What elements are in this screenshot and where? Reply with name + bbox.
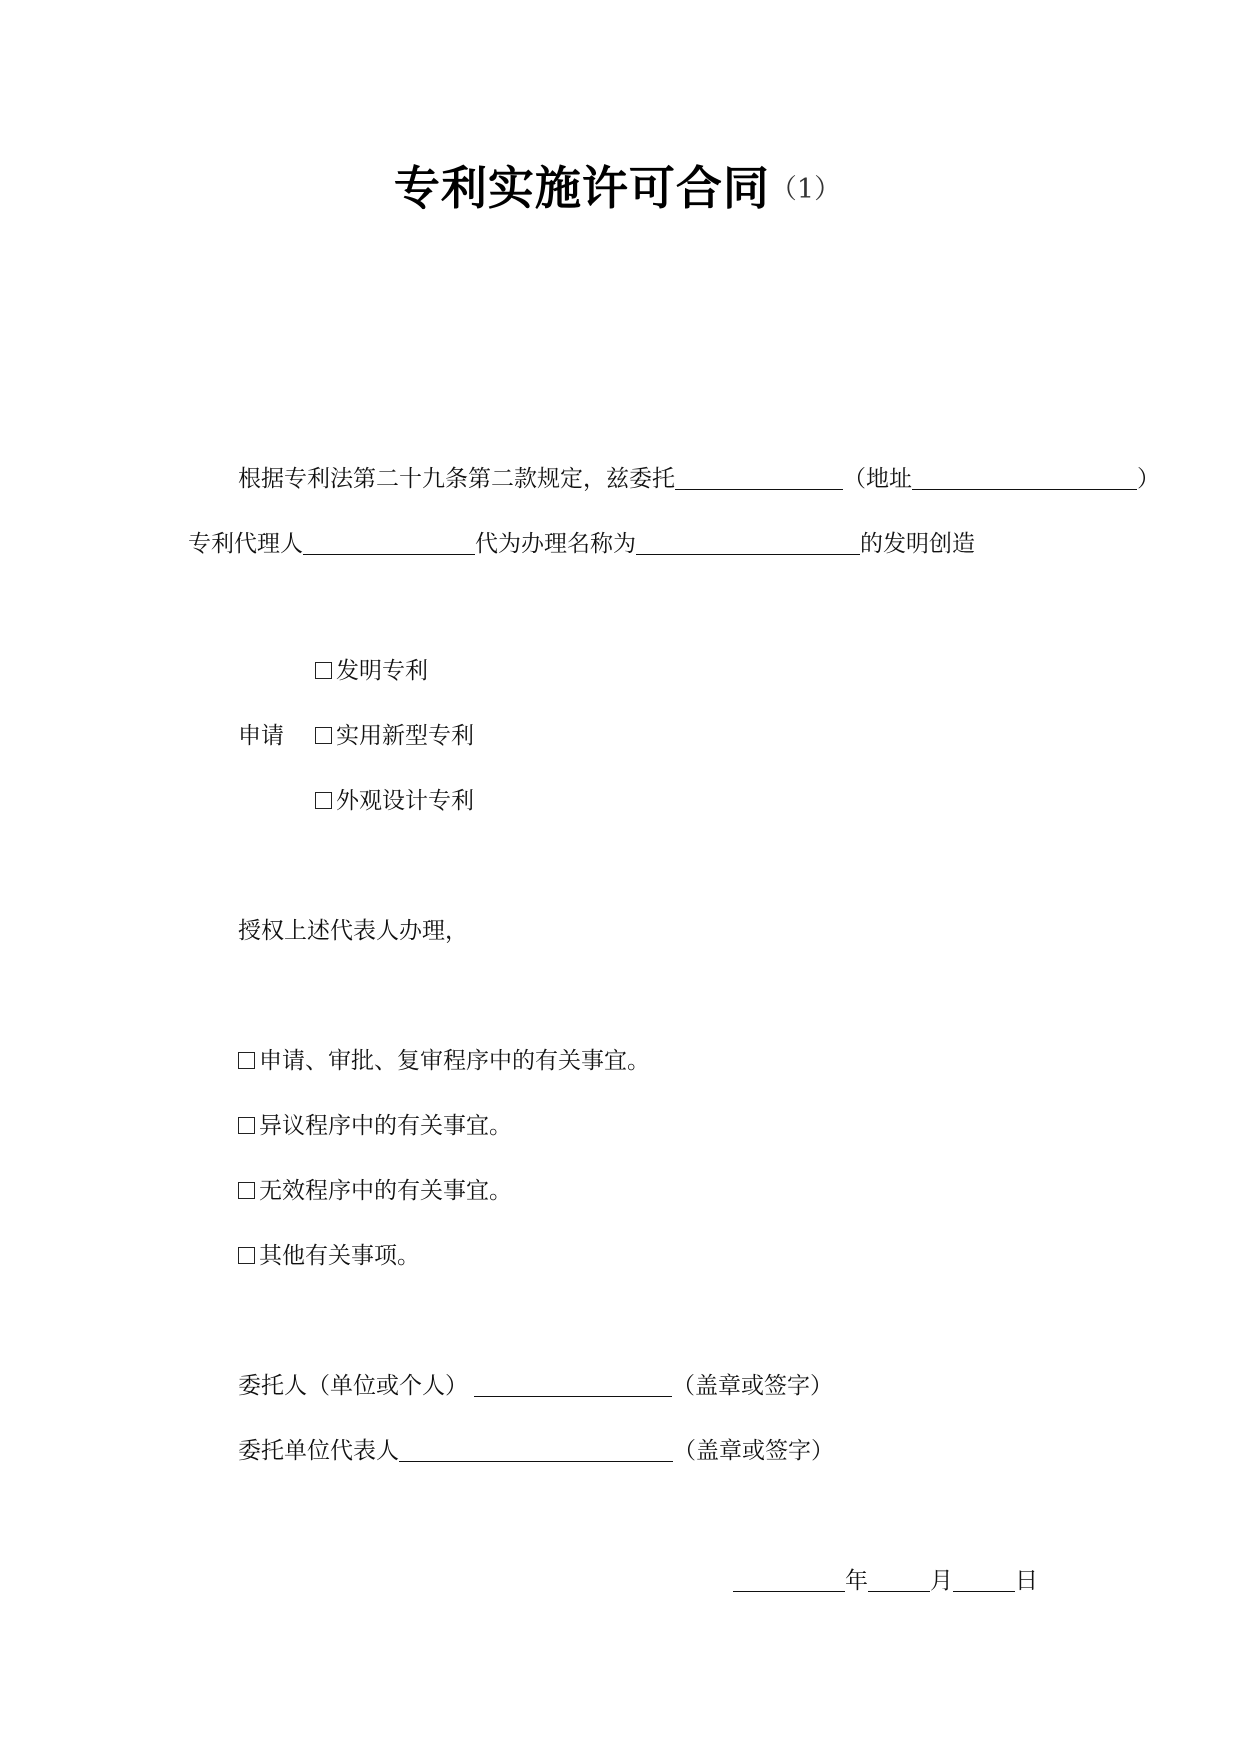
principal-signature-line [238, 1371, 833, 1401]
month-label: 月 [930, 1568, 953, 1594]
month-blank[interactable] [868, 1569, 930, 1592]
matter-label: 申请、审批、复审程序中的有关事宜。 [259, 1048, 650, 1074]
invention-suffix: 的发明创造 [860, 531, 975, 557]
date-line [733, 1566, 1038, 1596]
year-blank[interactable] [733, 1569, 845, 1592]
year-label: 年 [845, 1568, 868, 1594]
matter-item [238, 1241, 420, 1271]
checkbox-icon[interactable] [315, 792, 332, 809]
principal-label: 委托人（单位或个人） [238, 1373, 468, 1399]
matter-label: 其他有关事项。 [259, 1243, 420, 1269]
matter-label: 异议程序中的有关事宜。 [259, 1113, 512, 1139]
title-suffix: （1） [769, 174, 842, 205]
principal-signature-blank[interactable] [474, 1374, 672, 1397]
principal-note: （盖章或签字） [672, 1373, 833, 1399]
day-label: 日 [1015, 1568, 1038, 1594]
address-blank[interactable] [912, 467, 1137, 490]
checkbox-icon[interactable] [238, 1117, 255, 1134]
matter-item [238, 1111, 512, 1141]
rep-signature-blank[interactable] [399, 1439, 673, 1462]
checkbox-icon[interactable] [315, 662, 332, 679]
para1-line2 [188, 529, 975, 559]
rep-note: （盖章或签字） [673, 1438, 834, 1464]
invention-name-blank[interactable] [636, 532, 860, 555]
authorize-text: 授权上述代表人办理， [238, 918, 468, 944]
para1-line1-prefix: 根据专利法第二十九条第二款规定，兹委托 [238, 466, 675, 492]
matter-label: 无效程序中的有关事宜。 [259, 1178, 512, 1204]
para1-line1 [238, 464, 1160, 494]
apply-option-label: 实用新型专利 [336, 723, 474, 749]
agent-blank[interactable] [303, 532, 475, 555]
rep-label: 委托单位代表人 [238, 1438, 399, 1464]
address-open: （地址 [843, 466, 912, 492]
day-blank[interactable] [953, 1569, 1015, 1592]
checkbox-icon[interactable] [238, 1052, 255, 1069]
checkbox-icon[interactable] [238, 1182, 255, 1199]
checkbox-icon[interactable] [238, 1247, 255, 1264]
apply-option-invention [315, 656, 428, 686]
agent-label: 专利代理人 [188, 531, 303, 557]
matter-item [238, 1046, 650, 1076]
apply-option-design [315, 786, 474, 816]
address-close: ） [1137, 466, 1160, 492]
apply-label: 申请 [238, 723, 284, 749]
invention-label: 代为办理名称为 [475, 531, 636, 557]
document-title [0, 152, 1235, 218]
apply-option-label: 外观设计专利 [336, 788, 474, 814]
matter-item [238, 1176, 512, 1206]
apply-option-label: 发明专利 [336, 658, 428, 684]
checkbox-icon[interactable] [315, 727, 332, 744]
rep-signature-line [238, 1436, 834, 1466]
title-main: 专利实施许可合同 [393, 161, 770, 215]
apply-option-utility [315, 721, 474, 751]
agency-blank[interactable] [675, 467, 843, 490]
